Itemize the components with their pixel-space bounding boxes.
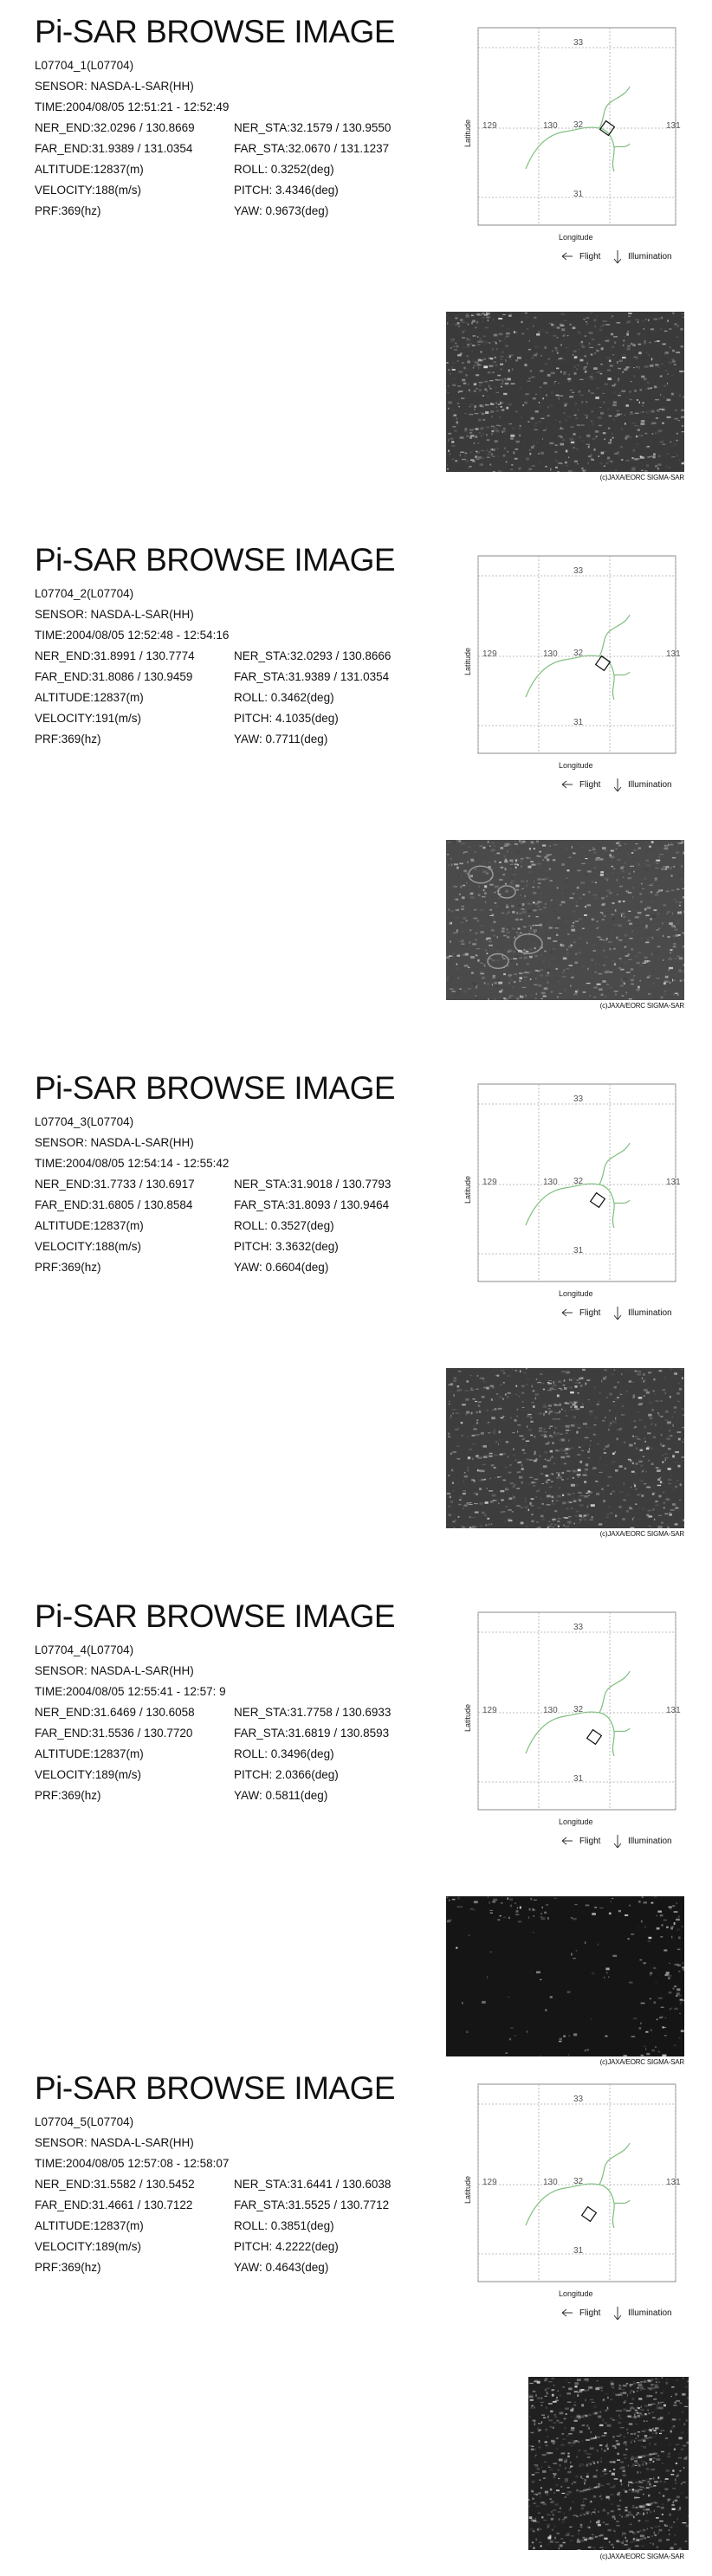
pitch: PITCH: 4.2222(deg) [234, 2240, 339, 2253]
illumination-label: Illumination [628, 2308, 672, 2318]
ner-sta: NER_STA:31.7758 / 130.6933 [234, 1706, 392, 1719]
coastline [614, 1728, 630, 1732]
scene-id: L07704_2(L07704) [35, 587, 134, 600]
scene-metadata [35, 1112, 392, 1278]
location-map-svg [448, 554, 682, 779]
lat-label-33: 33 [573, 566, 584, 576]
illumination-label: Illumination [628, 1837, 672, 1846]
lon-label-129: 129 [482, 649, 497, 659]
scene-metadata [35, 584, 392, 750]
lon-label-130: 130 [543, 1178, 558, 1187]
velocity: VELOCITY:188(m/s) [35, 1240, 142, 1253]
sar-image-svg [446, 312, 684, 472]
browse-section-2 [0, 528, 712, 1043]
prf: PRF:369(hz) [35, 204, 101, 217]
section-title: Pi-SAR BROWSE IMAGE [35, 2070, 396, 2106]
scene-metadata [35, 2112, 392, 2278]
far-sta: FAR_STA:31.5525 / 130.7712 [234, 2198, 390, 2211]
flight-legend [559, 1304, 689, 1323]
sar-image-svg [446, 1368, 684, 1528]
lon-label-129: 129 [482, 1178, 497, 1187]
altitude: ALTITUDE:12837(m) [35, 691, 144, 704]
yaw: YAW: 0.4643(deg) [234, 2261, 329, 2274]
sar-browse-image [528, 2377, 689, 2550]
lat-label-32: 32 [573, 120, 584, 130]
latitude-axis-label: Latitude [463, 1703, 472, 1732]
ner-sta: NER_STA:32.0293 / 130.8666 [234, 649, 392, 662]
yaw: YAW: 0.5811(deg) [234, 1789, 328, 1802]
sensor: SENSOR: NASDA-L-SAR(HH) [35, 1664, 194, 1677]
lat-label-31: 31 [573, 1774, 584, 1784]
lat-label-32: 32 [573, 1177, 584, 1186]
illumination-arrow-icon [614, 778, 621, 791]
far-sta: FAR_STA:32.0670 / 131.1237 [234, 142, 390, 155]
lat-label-32: 32 [573, 649, 584, 658]
coastline [599, 87, 630, 128]
sensor: SENSOR: NASDA-L-SAR(HH) [35, 2136, 194, 2149]
lon-label-130: 130 [543, 121, 558, 131]
location-map [448, 1611, 682, 1836]
scene-id: L07704_3(L07704) [35, 1115, 134, 1128]
flight-legend [559, 248, 689, 267]
location-map-svg [448, 2082, 682, 2308]
far-end: FAR_END:31.8086 / 130.9459 [35, 670, 193, 683]
sar-browse-image [446, 312, 684, 472]
flight-label: Flight [579, 780, 601, 790]
flight-arrow-icon [562, 1837, 573, 1844]
sar-browse-image [446, 1368, 684, 1528]
lat-label-33: 33 [573, 1094, 584, 1104]
pitch: PITCH: 3.3632(deg) [234, 1240, 339, 1253]
time-range: TIME:2004/08/05 12:52:48 - 12:54:16 [35, 629, 230, 642]
sar-browse-image [446, 840, 684, 1000]
flight-arrow-icon [562, 2309, 573, 2316]
sensor: SENSOR: NASDA-L-SAR(HH) [35, 1136, 194, 1149]
lon-label-131: 131 [666, 121, 681, 131]
sar-browse-image [446, 1896, 684, 2056]
prf: PRF:369(hz) [35, 1261, 101, 1274]
image-credit: (c)JAXA/EORC SIGMA-SAR [599, 1002, 684, 1010]
velocity: VELOCITY:189(m/s) [35, 1768, 142, 1781]
scene-footprint [587, 1730, 602, 1745]
lat-label-33: 33 [573, 2095, 584, 2104]
browse-section-1 [0, 0, 712, 515]
coastline [614, 2200, 630, 2204]
latitude-axis-label: Latitude [463, 2175, 472, 2204]
longitude-axis-label: Longitude [559, 1289, 593, 1298]
velocity: VELOCITY:189(m/s) [35, 2240, 142, 2253]
scene-metadata [35, 55, 392, 222]
far-sta: FAR_STA:31.8093 / 130.9464 [234, 1198, 390, 1211]
far-end: FAR_END:31.5536 / 130.7720 [35, 1727, 193, 1740]
ner-sta: NER_STA:31.9018 / 130.7793 [234, 1178, 392, 1191]
browse-section-5 [0, 2056, 712, 2572]
ner-end: NER_END:32.0296 / 130.8669 [35, 121, 195, 134]
illumination-label: Illumination [628, 252, 672, 261]
ner-end: NER_END:31.7733 / 130.6917 [35, 1178, 195, 1191]
roll: ROLL: 0.3851(deg) [234, 2219, 334, 2232]
ner-end: NER_END:31.6469 / 130.6058 [35, 1706, 195, 1719]
far-end: FAR_END:31.6805 / 130.8584 [35, 1198, 193, 1211]
lon-label-130: 130 [543, 2178, 558, 2187]
far-end: FAR_END:31.9389 / 131.0354 [35, 142, 193, 155]
image-credit: (c)JAXA/EORC SIGMA-SAR [599, 2553, 684, 2560]
latitude-axis-label: Latitude [463, 119, 472, 147]
pitch: PITCH: 4.1035(deg) [234, 712, 339, 725]
lon-label-131: 131 [666, 1706, 681, 1715]
flight-legend [559, 776, 689, 795]
scene-footprint [582, 2207, 597, 2222]
yaw: YAW: 0.6604(deg) [234, 1261, 329, 1274]
lon-label-129: 129 [482, 121, 497, 131]
sensor: SENSOR: NASDA-L-SAR(HH) [35, 80, 194, 93]
lat-label-31: 31 [573, 190, 584, 199]
location-map-svg [448, 1611, 682, 1836]
flight-arrow-icon [562, 781, 573, 788]
latitude-axis-label: Latitude [463, 647, 472, 675]
flight-legend [559, 2304, 689, 2323]
coastline [614, 144, 630, 147]
coastline [599, 1671, 630, 1713]
prf: PRF:369(hz) [35, 2261, 101, 2274]
lat-label-31: 31 [573, 2246, 584, 2256]
illumination-arrow-icon [614, 250, 621, 263]
lon-label-130: 130 [543, 1706, 558, 1715]
illumination-arrow-icon [614, 2307, 621, 2320]
roll: ROLL: 0.3252(deg) [234, 163, 334, 176]
location-map [448, 2082, 682, 2308]
flight-label: Flight [579, 1308, 601, 1318]
location-map-svg [448, 26, 682, 251]
section-title: Pi-SAR BROWSE IMAGE [35, 1070, 396, 1106]
lon-label-131: 131 [666, 649, 681, 659]
lon-label-131: 131 [666, 1178, 681, 1187]
section-title: Pi-SAR BROWSE IMAGE [35, 1598, 396, 1634]
coastline [599, 615, 630, 656]
altitude: ALTITUDE:12837(m) [35, 163, 144, 176]
image-credit: (c)JAXA/EORC SIGMA-SAR [599, 474, 684, 481]
coastline [614, 1200, 630, 1204]
image-credit: (c)JAXA/EORC SIGMA-SAR [599, 2058, 684, 2066]
illumination-arrow-icon [614, 1307, 621, 1320]
longitude-axis-label: Longitude [559, 1817, 593, 1826]
altitude: ALTITUDE:12837(m) [35, 2219, 144, 2232]
altitude: ALTITUDE:12837(m) [35, 1219, 144, 1232]
location-map [448, 554, 682, 779]
lon-label-129: 129 [482, 2178, 497, 2187]
ner-sta: NER_STA:31.6441 / 130.6038 [234, 2178, 392, 2191]
latitude-axis-label: Latitude [463, 1175, 472, 1204]
sar-background [446, 1896, 684, 2056]
image-credit: (c)JAXA/EORC SIGMA-SAR [599, 1530, 684, 1538]
time-range: TIME:2004/08/05 12:54:14 - 12:55:42 [35, 1157, 230, 1170]
yaw: YAW: 0.9673(deg) [234, 204, 329, 217]
velocity: VELOCITY:191(m/s) [35, 712, 142, 725]
sensor: SENSOR: NASDA-L-SAR(HH) [35, 608, 194, 621]
pitch: PITCH: 2.0366(deg) [234, 1768, 339, 1781]
far-end: FAR_END:31.4661 / 130.7122 [35, 2198, 193, 2211]
flight-label: Flight [579, 2308, 601, 2318]
velocity: VELOCITY:188(m/s) [35, 184, 142, 197]
flight-arrow-icon [562, 253, 573, 260]
flight-arrow-icon [562, 1309, 573, 1316]
coastline [599, 2143, 630, 2185]
pitch: PITCH: 3.4346(deg) [234, 184, 339, 197]
sar-image-svg [446, 1896, 684, 2056]
lon-label-130: 130 [543, 649, 558, 659]
longitude-axis-label: Longitude [559, 2289, 593, 2298]
scene-id: L07704_4(L07704) [35, 1643, 134, 1656]
illumination-arrow-icon [614, 1835, 621, 1848]
ner-end: NER_END:31.8991 / 130.7774 [35, 649, 195, 662]
location-map-svg [448, 1082, 682, 1307]
section-title: Pi-SAR BROWSE IMAGE [35, 14, 396, 49]
flight-label: Flight [579, 252, 601, 261]
time-range: TIME:2004/08/05 12:55:41 - 12:57: 9 [35, 1685, 226, 1698]
altitude: ALTITUDE:12837(m) [35, 1747, 144, 1760]
prf: PRF:369(hz) [35, 733, 101, 746]
lat-label-32: 32 [573, 2177, 584, 2186]
time-range: TIME:2004/08/05 12:51:21 - 12:52:49 [35, 100, 230, 113]
lat-label-32: 32 [573, 1705, 584, 1714]
scene-footprint [596, 656, 611, 671]
sar-image-svg [446, 840, 684, 1000]
time-range: TIME:2004/08/05 12:57:08 - 12:58:07 [35, 2157, 230, 2170]
scene-metadata [35, 1640, 392, 1806]
ner-sta: NER_STA:32.1579 / 130.9550 [234, 121, 392, 134]
roll: ROLL: 0.3462(deg) [234, 691, 334, 704]
lon-label-129: 129 [482, 1706, 497, 1715]
browse-section-3 [0, 1056, 712, 1572]
scene-footprint [591, 1193, 605, 1208]
location-map [448, 26, 682, 251]
coastline [599, 1143, 630, 1185]
illumination-label: Illumination [628, 780, 672, 790]
section-title: Pi-SAR BROWSE IMAGE [35, 542, 396, 578]
scene-id: L07704_1(L07704) [35, 59, 134, 72]
ner-end: NER_END:31.5582 / 130.5452 [35, 2178, 195, 2191]
longitude-axis-label: Longitude [559, 761, 593, 770]
roll: ROLL: 0.3527(deg) [234, 1219, 334, 1232]
coastline [614, 672, 630, 675]
far-sta: FAR_STA:31.6819 / 130.8593 [234, 1727, 390, 1740]
yaw: YAW: 0.7711(deg) [234, 733, 328, 746]
browse-section-4 [0, 1585, 712, 2100]
sar-image-svg [528, 2377, 689, 2550]
lat-label-31: 31 [573, 1246, 584, 1256]
prf: PRF:369(hz) [35, 1789, 101, 1802]
flight-label: Flight [579, 1837, 601, 1846]
illumination-label: Illumination [628, 1308, 672, 1318]
location-map [448, 1082, 682, 1307]
lat-label-33: 33 [573, 38, 584, 48]
lat-label-31: 31 [573, 718, 584, 727]
far-sta: FAR_STA:31.9389 / 131.0354 [234, 670, 390, 683]
scene-id: L07704_5(L07704) [35, 2115, 134, 2128]
longitude-axis-label: Longitude [559, 233, 593, 242]
flight-legend [559, 1832, 689, 1851]
roll: ROLL: 0.3496(deg) [234, 1747, 334, 1760]
lat-label-33: 33 [573, 1623, 584, 1632]
lon-label-131: 131 [666, 2178, 681, 2187]
